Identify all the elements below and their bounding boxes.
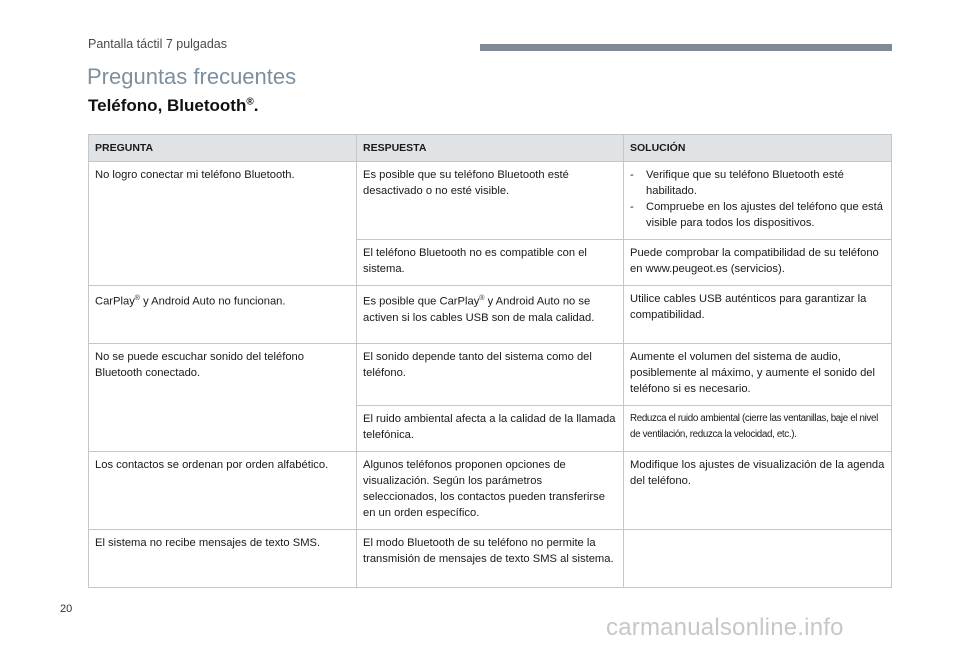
question-cell: Los contactos se ordenan por orden alfabético. <box>89 452 357 530</box>
answer-text: y Android Auto no se activen si los cables USB son de mala calidad. <box>363 295 595 324</box>
question-cell <box>89 286 357 344</box>
solution-cell <box>624 530 892 588</box>
watermark: carmanualsonline.info <box>606 614 844 641</box>
table-row <box>89 162 892 240</box>
solution-cell <box>624 162 892 240</box>
question-cell: No se puede escuchar sonido del teléfono Bluetooth conectado. <box>89 344 357 452</box>
section-title: Preguntas frecuentes <box>87 64 297 89</box>
registered-mark: ® <box>134 295 140 302</box>
answer-cell: El teléfono Bluetooth no es compatible con el sistema. <box>357 240 624 286</box>
header-bar <box>480 44 892 51</box>
column-header-question: PREGUNTA <box>89 135 357 162</box>
faq-table <box>88 134 892 588</box>
question-cell: El sistema no recibe mensajes de texto SMS. <box>89 530 357 588</box>
solution-cell: Aumente el volumen del sistema de audio, posiblemente al máximo, y aumente el sonido del teléfono si es necesario. <box>624 344 892 406</box>
solution-list <box>630 167 885 231</box>
page-number: 20 <box>60 603 73 615</box>
table-row <box>89 452 892 530</box>
answer-cell: El ruido ambiental afecta a la calidad de la llamada telefónica. <box>357 406 624 452</box>
answer-cell: El modo Bluetooth de su teléfono no permite la transmisión de mensajes de texto SMS al sistema. <box>357 530 624 588</box>
registered-mark: ® <box>246 96 254 108</box>
chapter-header: Pantalla táctil 7 pulgadas <box>88 37 227 51</box>
answer-cell <box>357 286 624 344</box>
subsection-title-text: Teléfono, Bluetooth <box>88 96 247 115</box>
table-header-row <box>89 135 892 162</box>
table-row <box>89 344 892 406</box>
table-row <box>89 286 892 344</box>
registered-mark: ® <box>479 295 485 302</box>
solution-cell: Puede comprobar la compatibilidad de su teléfono en www.peugeot.es (servicios). <box>624 240 892 286</box>
table-row <box>89 530 892 588</box>
question-cell: No logro conectar mi teléfono Bluetooth. <box>89 162 357 286</box>
column-header-solution: SOLUCIÓN <box>624 135 892 162</box>
subsection-title-suffix: . <box>253 96 259 115</box>
solution-cell: Modifique los ajustes de visualización de la agenda del teléfono. <box>624 452 892 530</box>
answer-cell: El sonido depende tanto del sistema como del teléfono. <box>357 344 624 406</box>
solution-list-item: - Compruebe en los ajustes del teléfono que está visible para todos los dispositivos. <box>630 199 885 231</box>
column-header-answer: RESPUESTA <box>357 135 624 162</box>
answer-cell: Es posible que su teléfono Bluetooth esté desactivado o no esté visible. <box>357 162 624 240</box>
answer-text: Es posible que CarPlay <box>363 295 480 308</box>
question-text: CarPlay <box>95 295 135 308</box>
answer-cell: Algunos teléfonos proponen opciones de visualización. Según los parámetros seleccionados, los contactos pueden transferirse en un orden específico. <box>357 452 624 530</box>
solution-cell: Utilice cables USB auténticos para garantizar la compatibilidad. <box>624 286 892 344</box>
question-text: y Android Auto no funcionan. <box>139 295 286 308</box>
solution-cell: Reduzca el ruido ambiental (cierre las ventanillas, baje el nivel de ventilación, reduzca la velocidad, etc.). <box>624 406 892 452</box>
solution-list-item: - Verifique que su teléfono Bluetooth esté habilitado. <box>630 167 885 199</box>
subsection-title <box>88 96 258 116</box>
